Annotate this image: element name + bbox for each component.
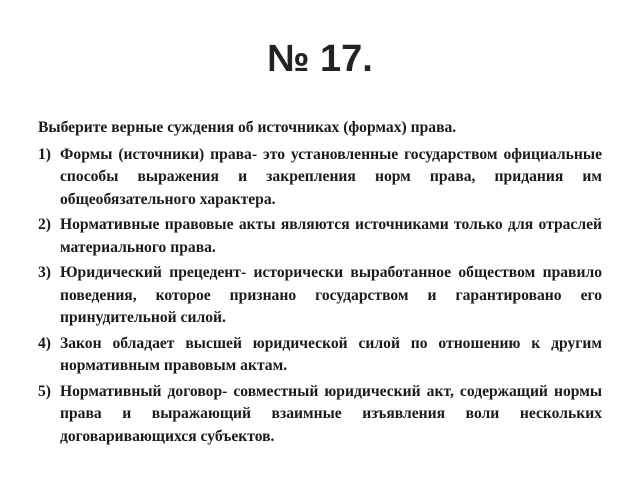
option-text: Нормативные правовые акты являются источниками только для отраслей материального права. [60,216,602,256]
option-text: Юридический прецедент- исторически выработанное обществом правило поведения, которое признано государством и гарантировано его принудительной силой. [60,264,602,326]
option-number: 4) [38,334,51,352]
answer-option-4 [38,333,602,378]
option-text: Закон обладает высшей юридической силой по отношению к другим нормативным правовым актам. [60,334,602,374]
answer-option-5 [38,381,602,449]
slide-content [38,117,602,451]
option-text: Формы (источники) права- это установленные государством официальные способы выражения и закрепления норм права, придания им общеобязательного характера. [60,145,602,208]
option-text: Нормативный договор- совместный юридический акт, содержащий нормы права и выражающий взаимные изъявления воли нескольких договаривающихся субъектов. [60,382,602,445]
option-number: 5) [38,382,51,400]
answer-options-list [38,144,602,449]
option-number: 1) [38,145,51,163]
option-number: 2) [38,216,51,233]
answer-option-2 [38,214,602,259]
slide-title: № 17. [267,38,373,80]
question-text: Выберите верные суждения об источниках (формах) права. [38,119,457,136]
answer-option-1 [38,144,602,212]
option-number: 3) [38,264,51,281]
answer-option-3 [38,262,602,330]
